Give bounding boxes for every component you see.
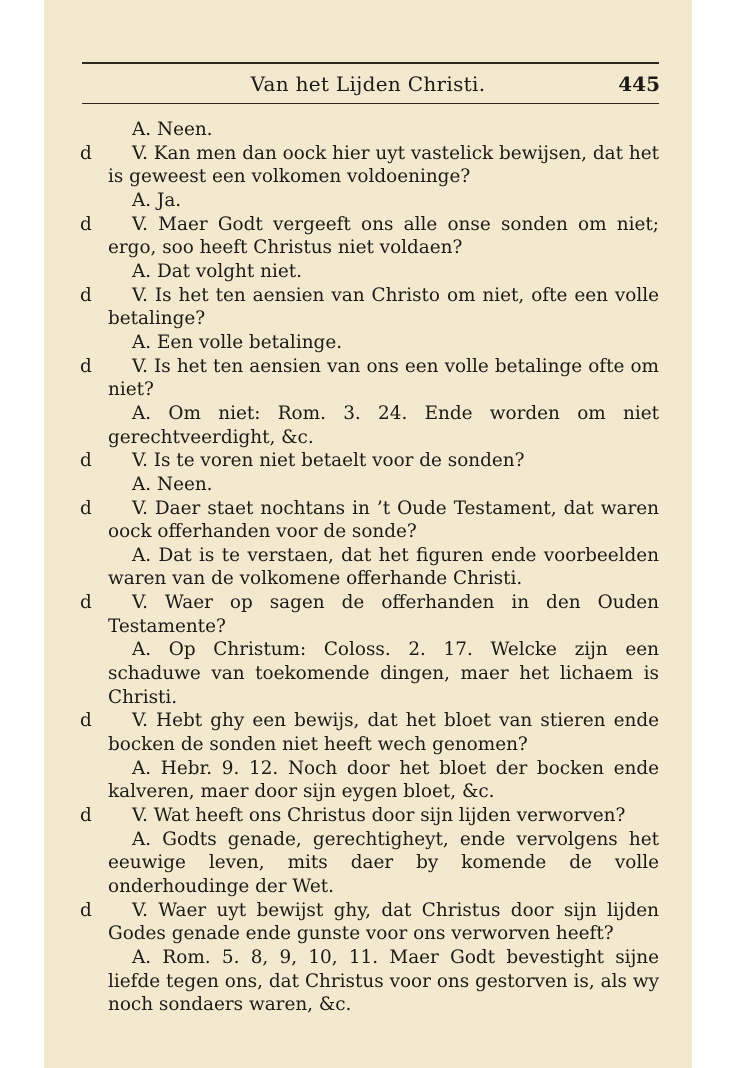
paragraph: [108, 331, 659, 355]
margin-marker: d: [80, 592, 92, 614]
paragraph-text: V. Kan men dan oock hier uyt vastelick bewijsen, dat het is geweest een volkomen voldoeninge?: [108, 142, 659, 188]
paragraph: [108, 638, 659, 709]
paragraph-text: A. Godts genade, gerechtigheyt, ende vervolgens het eeuwige leven, mits daer by komende de volle onderhoudinge der Wet.: [108, 828, 659, 897]
paragraph: [108, 189, 659, 213]
paragraph-text: A. Neen.: [132, 473, 213, 495]
paragraph: [80, 497, 659, 544]
margin-marker: d: [80, 213, 92, 235]
paragraph: [108, 402, 659, 449]
paragraph: [80, 355, 659, 402]
margin-marker: d: [80, 805, 92, 827]
paragraph: [80, 449, 659, 473]
margin-marker: d: [80, 142, 92, 164]
margin-marker: d: [80, 710, 92, 732]
paragraph-text: A. Dat volght niet.: [132, 260, 302, 282]
paragraph-text: A. Een volle betalinge.: [132, 331, 343, 353]
paragraph: [108, 260, 659, 284]
paragraph-text: V. Is te voren niet betaelt voor de sonden?: [132, 450, 525, 472]
book-page: [44, 0, 692, 1068]
paragraph-text: V. Is het ten aensien van ons een volle betalinge ofte om niet?: [108, 355, 659, 401]
paragraph: [108, 757, 659, 804]
paragraph: [108, 544, 659, 591]
paragraph-text: V. Wat heeft ons Christus door sijn lijden verworven?: [132, 805, 626, 827]
body-text: [80, 118, 659, 1017]
paragraph-text: V. Waer uyt bewijst ghy, dat Christus door sijn lijden Godes genade ende gunste voor ons verworven heeft?: [108, 899, 659, 945]
paragraph-text: V. Daer staet nochtans in ’t Oude Testament, dat waren oock offerhanden voor de sonde?: [108, 497, 659, 543]
header-rule-bottom: [82, 103, 659, 104]
paragraph: [80, 591, 659, 638]
paragraph: [108, 828, 659, 899]
paragraph: [80, 899, 659, 946]
paragraph: [80, 142, 659, 189]
paragraph: [108, 473, 659, 497]
paragraph-text: A. Hebr. 9. 12. Noch door het bloet der bocken ende kalveren, maer door sijn eygen bloet, &c.: [108, 757, 659, 803]
paragraph: [80, 804, 659, 828]
margin-marker: d: [80, 355, 92, 377]
running-title: Van het Lijden Christi.: [250, 72, 486, 96]
margin-marker: d: [80, 450, 92, 472]
paragraph: [80, 213, 659, 260]
paragraph-text: V. Maer Godt vergeeft ons alle onse sonden om niet; ergo, soo heeft Christus niet voldaen?: [108, 213, 659, 259]
paragraph-text: A. Neen.: [132, 119, 213, 140]
margin-marker: d: [80, 497, 92, 519]
paragraph-text: A. Ja.: [132, 189, 182, 211]
paragraph: [80, 284, 659, 331]
paragraph: [80, 709, 659, 756]
margin-marker: d: [80, 284, 92, 306]
paragraph-text: A. Dat is te verstaen, dat het figuren ende voorbeelden waren van de volkomene offerhande Christi.: [108, 544, 659, 590]
paragraph-text: A. Op Christum: Coloss. 2. 17. Welcke zijn een schaduwe van toekomende dingen, maer het lichaem is Christi.: [108, 639, 659, 708]
paragraph: [108, 118, 659, 142]
margin-marker: d: [80, 899, 92, 921]
paragraph-text: A. Om niet: Rom. 3. 24. Ende worden om niet gerechtveerdight, &c.: [108, 402, 659, 448]
paragraph-text: V. Waer op sagen de offerhanden in den Ouden Testamente?: [108, 592, 659, 637]
paragraph-text: V. Hebt ghy een bewijs, dat het bloet van stieren ende bocken de sonden niet heeft wech genomen?: [108, 710, 659, 756]
header-rule-top: [82, 62, 659, 64]
paragraph-text: A. Rom. 5. 8, 9, 10, 11. Maer Godt bevestight sijne liefde tegen ons, dat Christus voor ons gestorven is, als wy noch sondaers waren, &c.: [108, 946, 659, 1016]
page-number: 445: [618, 72, 660, 96]
paragraph: [108, 946, 659, 1017]
paragraph-text: V. Is het ten aensien van Christo om niet, ofte een volle betalinge?: [108, 284, 659, 330]
